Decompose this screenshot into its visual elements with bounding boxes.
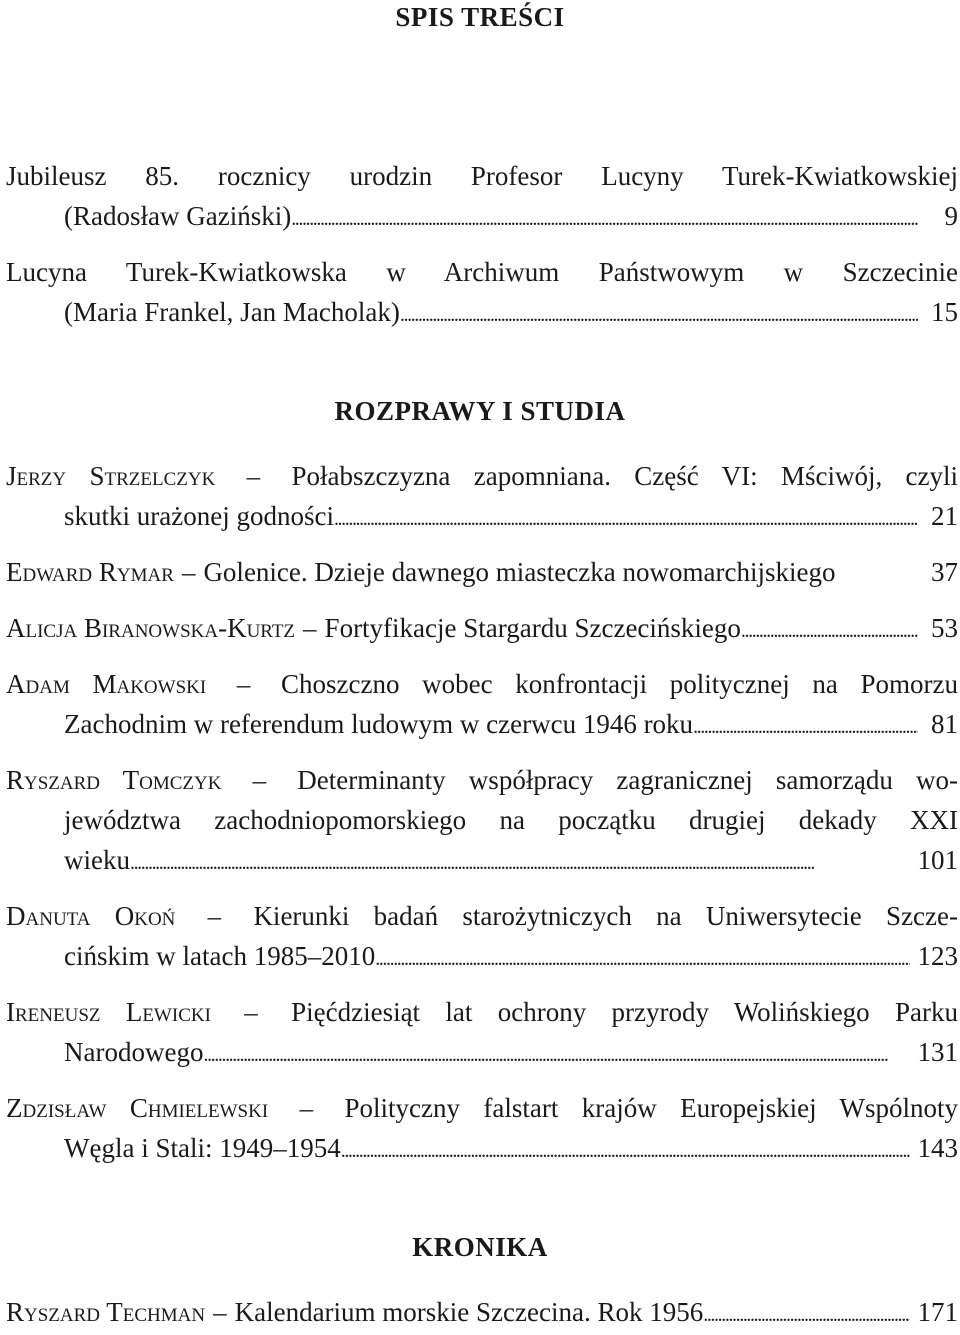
- leader-dots: [693, 704, 918, 747]
- toc-entry-line: [6, 292, 958, 332]
- toc-entry-jubilee[interactable]: [6, 156, 958, 236]
- page-number: 53: [931, 613, 958, 643]
- leader-dots: [375, 936, 910, 979]
- toc-entry-line: Jubileusz 85. rocznicy urodzin Profesor Lucyny Turek-Kwiatkowskiej: [6, 161, 958, 191]
- leader-dots: [741, 608, 918, 651]
- toc-entry-text: Edward Rymar – Golenice. Dzieje dawnego miasteczka nowomarchijskiego: [6, 557, 836, 587]
- toc-entry-line: [6, 196, 958, 236]
- toc-entry-text: (Radosław Gaziński): [64, 201, 292, 231]
- toc-entry-line: [6, 840, 958, 880]
- toc-entry-text: Alicja Biranowska-Kurtz – Fortyfikacje Stargardu Szczecińskiego: [6, 613, 741, 643]
- author-name: Adam Makowski: [6, 669, 207, 699]
- section-heading-chronicle: KRONIKA: [412, 1232, 548, 1262]
- leader-dots: [703, 1292, 910, 1335]
- page-number: 15: [931, 297, 958, 327]
- toc-entry-line: Jerzy Strzelczyk – Połabszczyzna zapomniana. Część VI: Mściwój, czyli: [6, 461, 959, 491]
- toc-entry-line: jewództwa zachodniopomorskiego na początku drugiej dekady XXI: [64, 805, 958, 835]
- toc-entry-text: Węgla i Stali: 1949–1954: [64, 1133, 341, 1163]
- toc-entry-line: [6, 936, 958, 976]
- toc-entry-line: [6, 496, 958, 536]
- toc-entry-line: [6, 608, 958, 648]
- leader-dots: [130, 840, 910, 883]
- toc-entry-line: [6, 552, 958, 592]
- toc-entry-archive[interactable]: [6, 252, 958, 332]
- toc-entry-makowski[interactable]: [6, 664, 958, 744]
- toc-entry-line: [6, 1292, 958, 1332]
- page-number: 9: [944, 201, 958, 231]
- toc-entry-text: Zachodnim w referendum ludowym w czerwcu 1946 roku: [64, 709, 694, 739]
- toc-entry-line: [6, 1128, 958, 1168]
- toc-entry-text: skutki urażonej godności: [64, 501, 334, 531]
- toc-entry-line: Ryszard Tomczyk – Determinanty współpracy zagranicznej samorządu wo-: [6, 765, 958, 795]
- toc-entry-line: Adam Makowski – Choszczno wobec konfrontacji politycznej na Pomorzu: [6, 669, 959, 699]
- toc-entry-line: [6, 1032, 958, 1072]
- author-name: Ryszard Techman: [6, 1297, 206, 1327]
- leader-dots: [341, 1128, 910, 1171]
- leader-dots: [203, 1032, 910, 1075]
- toc-entry-line: Danuta Okoń – Kierunki badań starożytniczych na Uniwersytecie Szcze-: [6, 901, 958, 931]
- leader-dots: [400, 292, 918, 335]
- section-heading-studies: ROZPRAWY I STUDIA: [334, 396, 626, 426]
- page-number: 131: [917, 1037, 958, 1067]
- page-number: 37: [931, 557, 958, 587]
- author-name: Jerzy Strzelczyk: [6, 461, 216, 491]
- leader-dots: [291, 196, 918, 239]
- page-number: 123: [917, 941, 958, 971]
- toc-entry-text: cińskim w latach 1985–2010: [64, 941, 376, 971]
- toc-entry-text: Narodowego: [64, 1037, 204, 1067]
- toc-entry-rymar[interactable]: [6, 552, 958, 592]
- author-name: Ryszard Tomczyk: [6, 765, 222, 795]
- author-name: Alicja Biranowska-Kurtz: [6, 613, 296, 643]
- leader-dots: [334, 496, 918, 539]
- toc-entry-line: [6, 704, 958, 744]
- toc-entry-chmielewski[interactable]: [6, 1088, 958, 1168]
- page-number: 101: [917, 845, 958, 875]
- page-number: 143: [917, 1133, 958, 1163]
- author-name: Edward Rymar: [6, 557, 174, 587]
- toc-entry-lewicki[interactable]: [6, 992, 958, 1072]
- toc-entry-strzelczyk[interactable]: [6, 456, 958, 536]
- toc-entry-line: Zdzisław Chmielewski – Polityczny falstart krajów Europejskiej Wspólnoty: [6, 1093, 958, 1123]
- toc-entry-text: (Maria Frankel, Jan Macholak): [64, 297, 400, 327]
- toc-entry-tomczyk[interactable]: [6, 760, 958, 880]
- toc-entry-text: Ryszard Techman – Kalendarium morskie Szczecina. Rok 1956: [6, 1297, 704, 1327]
- toc-entry-text: wieku: [64, 845, 130, 875]
- page-number: 171: [917, 1297, 958, 1327]
- page-number: 81: [931, 709, 958, 739]
- toc-entry-line: Lucyna Turek-Kwiatkowska w Archiwum Państwowym w Szczecinie: [6, 257, 958, 287]
- author-name: Ireneusz Lewicki: [6, 997, 211, 1027]
- toc-entry-techman[interactable]: [6, 1292, 958, 1332]
- author-name: Zdzisław Chmielewski: [6, 1093, 269, 1123]
- toc-entry-biranowska-kurtz[interactable]: [6, 608, 958, 648]
- page-title: SPIS TREŚCI: [395, 2, 565, 32]
- toc-entry-line: Ireneusz Lewicki – Pięćdziesiąt lat ochrony przyrody Wolińskiego Parku: [6, 997, 959, 1027]
- toc-entry-okon[interactable]: [6, 896, 958, 976]
- author-name: Danuta Okoń: [6, 901, 176, 931]
- page-number: 21: [931, 501, 958, 531]
